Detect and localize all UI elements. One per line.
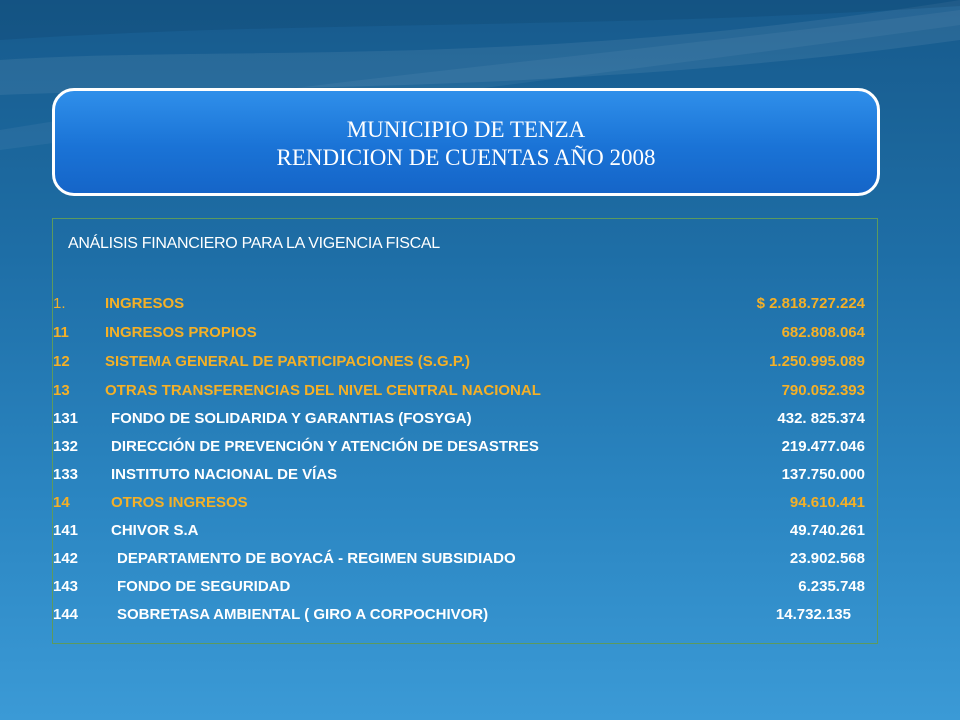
row-label: SISTEMA GENERAL DE PARTICIPACIONES (S.G.P.) [105,353,471,370]
row-code: 14 [53,494,70,511]
row-amount: 1.250.995.089 [769,353,865,370]
row-amount: 682.808.064 [781,324,865,341]
row-label: DIRECCIÓN DE PREVENCIÓN Y ATENCIÓN DE DESASTRES [111,438,539,455]
table-row [53,494,865,514]
title-line-1: MUNICIPIO DE TENZA [346,117,586,142]
table-row [53,353,865,373]
table-row [53,466,865,486]
table-row [53,382,865,402]
section-subtitle: ANÁLISIS FINANCIERO PARA LA VIGENCIA FISCAL [68,235,440,252]
row-label: INGRESOS [105,295,185,312]
row-code: 133 [53,466,79,483]
row-amount: 6.235.748 [798,578,865,595]
row-amount: 137.750.000 [781,466,865,483]
row-amount: 219.477.046 [781,438,865,455]
title-banner [52,88,880,196]
table-row [53,410,865,430]
row-label: CHIVOR S.A [111,522,199,539]
row-label: INSTITUTO NACIONAL DE VÍAS [111,466,338,483]
row-code: 131 [53,410,79,427]
row-amount: 23.902.568 [789,550,865,567]
financial-analysis-panel [52,218,878,644]
row-code: 13 [53,382,70,399]
row-amount: 94.610.441 [789,494,865,511]
row-code: 143 [53,578,79,595]
row-label: DEPARTAMENTO DE BOYACÁ - REGIMEN SUBSIDIADO [117,550,516,567]
row-label: INGRESOS PROPIOS [105,324,257,341]
row-amount: $ 2.818.727.224 [756,295,865,312]
row-label: FONDO DE SOLIDARIDA Y GARANTIAS (FOSYGA) [111,410,472,427]
row-label: OTRAS TRANSFERENCIAS DEL NIVEL CENTRAL NACIONAL [105,382,541,399]
table-row [53,606,865,626]
row-label: OTROS INGRESOS [111,494,248,511]
table-row [53,324,865,344]
row-code: 141 [53,522,79,539]
row-code: 1. [53,295,66,312]
row-label: FONDO DE SEGURIDAD [117,578,291,595]
row-amount: 49.740.261 [789,522,865,539]
title-line-2: RENDICION DE CUENTAS AÑO 2008 [276,145,656,170]
table-row [53,522,865,542]
table-row [53,578,865,598]
row-amount: 432. 825.374 [777,410,865,427]
row-code: 12 [53,353,70,370]
row-code: 142 [53,550,79,567]
row-code: 144 [53,606,79,623]
table-row [53,295,865,315]
table-row [53,438,865,458]
row-label: SOBRETASA AMBIENTAL ( GIRO A CORPOCHIVOR) [117,606,489,623]
row-amount: 790.052.393 [781,382,865,399]
row-code: 11 [53,324,69,341]
row-amount: 14.732.135 [775,606,851,623]
table-row [53,550,865,570]
row-code: 132 [53,438,79,455]
